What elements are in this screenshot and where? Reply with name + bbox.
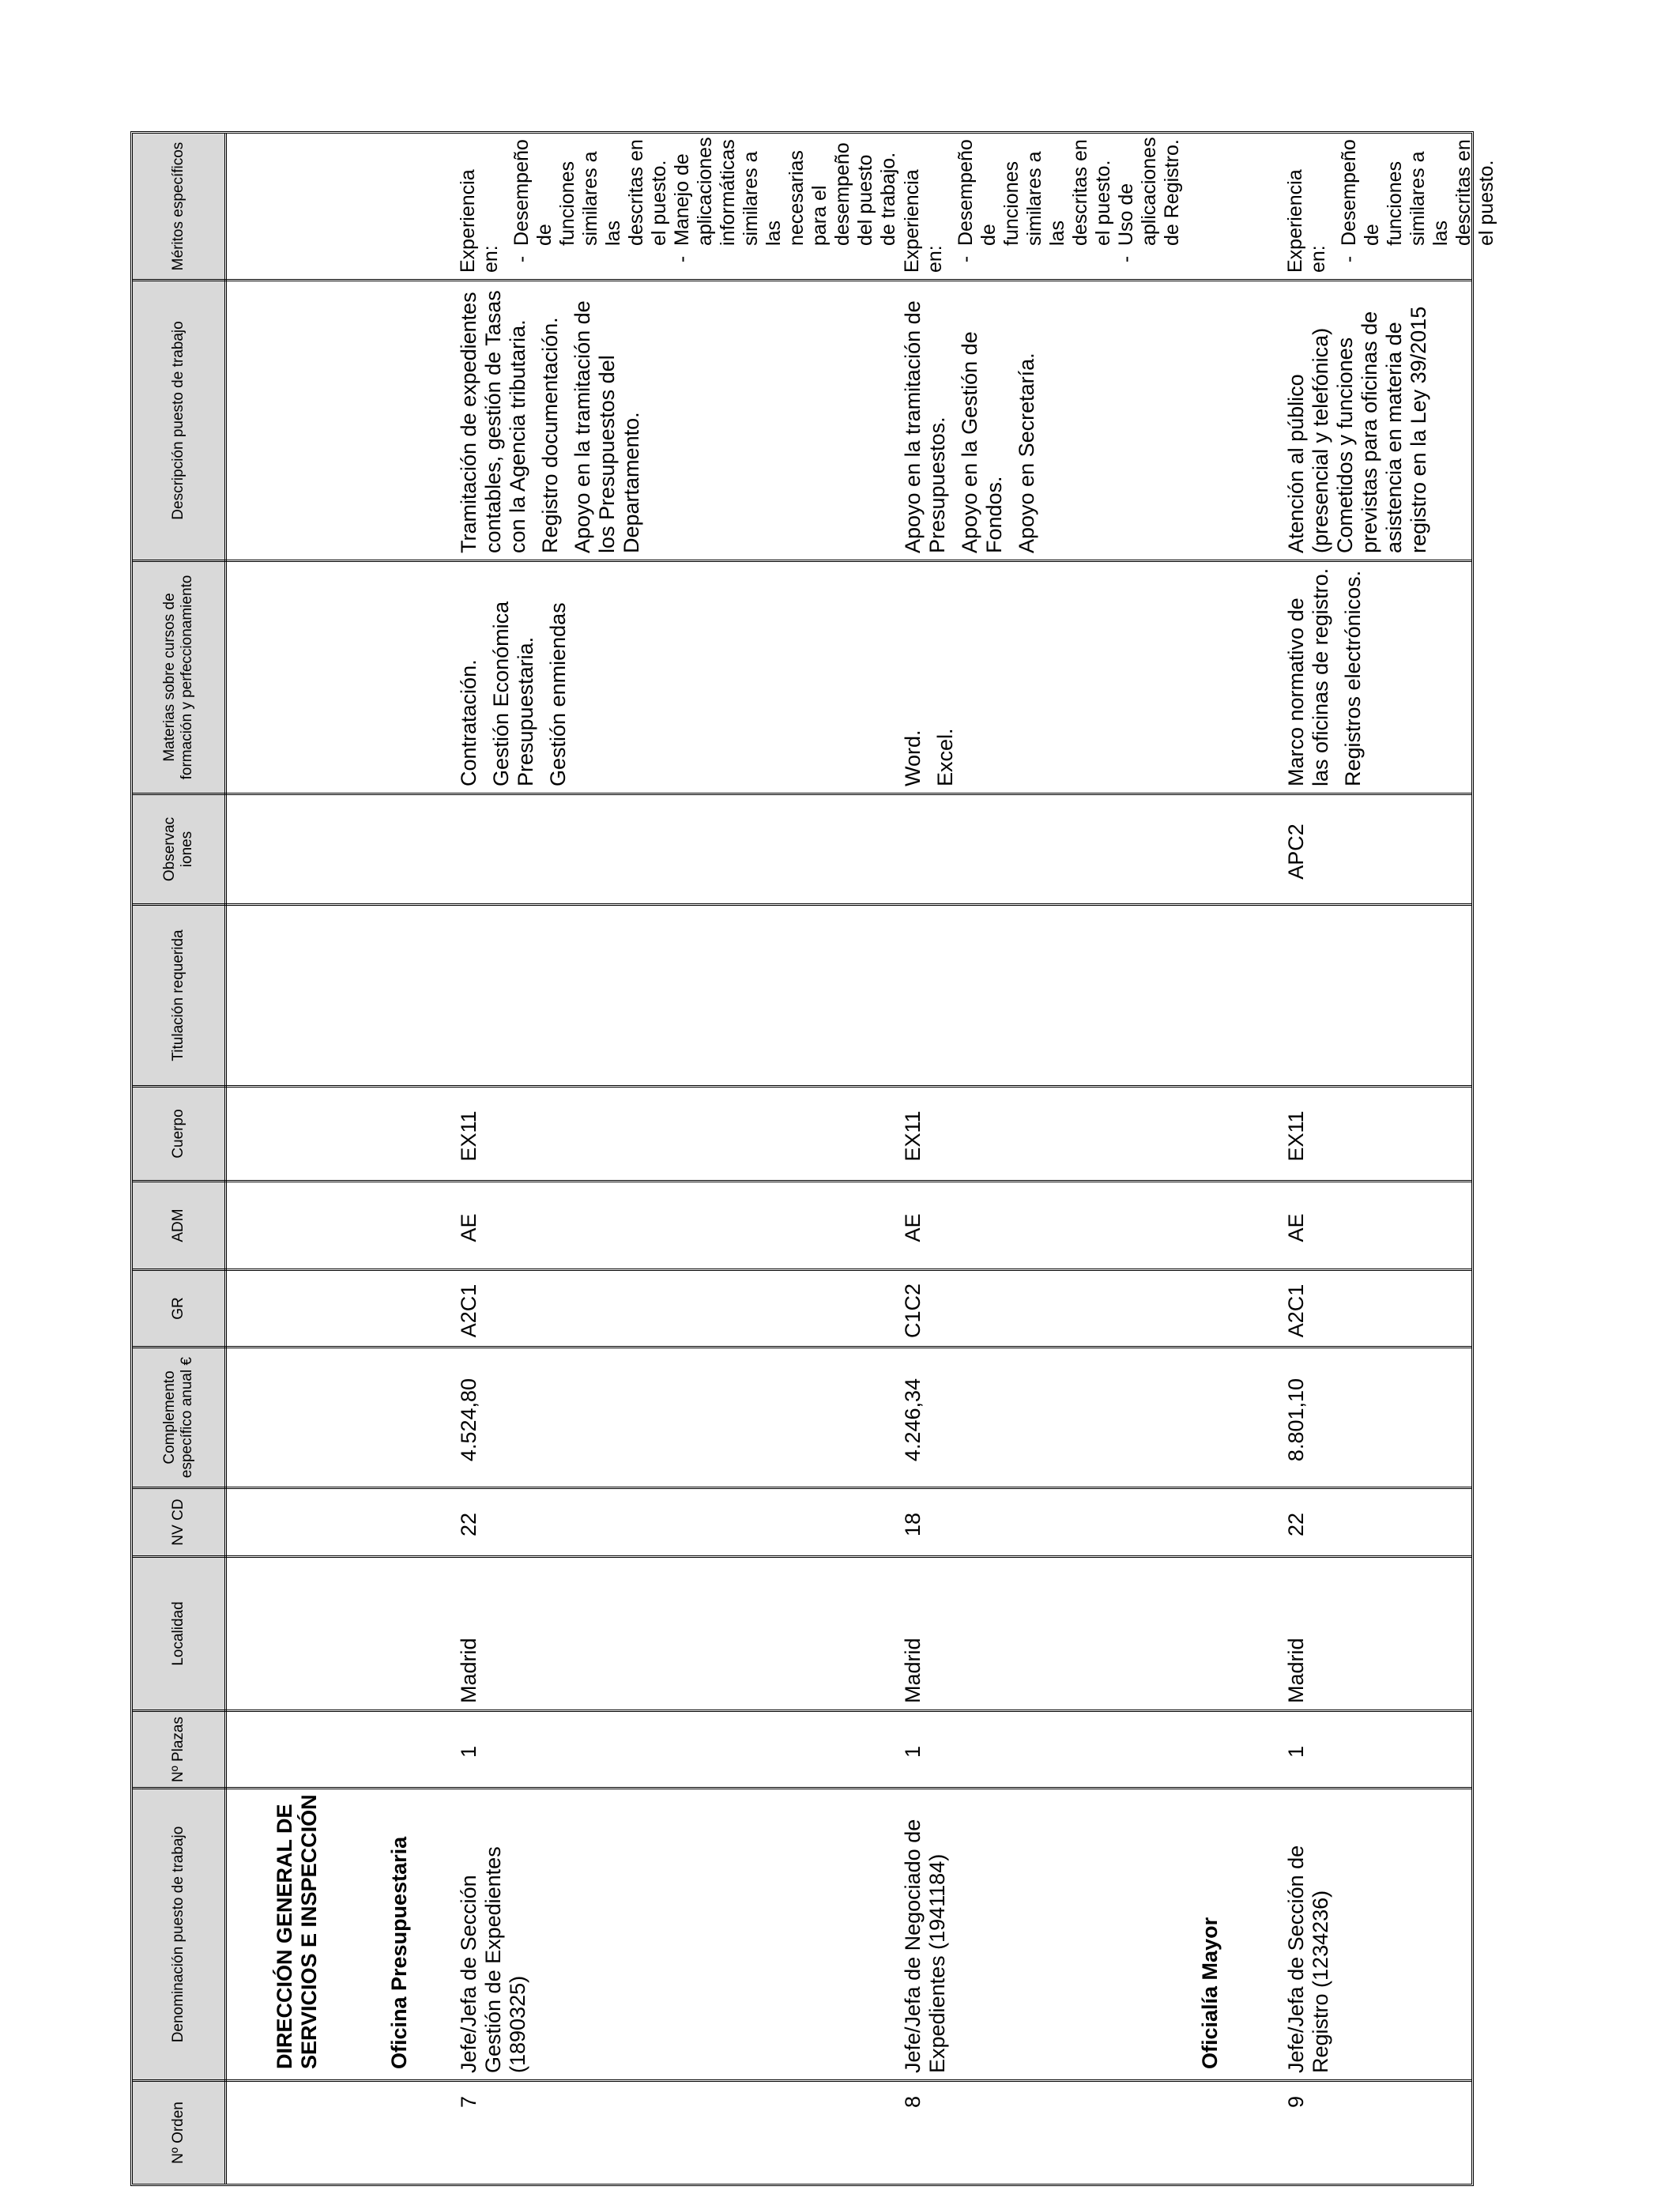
descripcion-cell — [457, 281, 644, 560]
merito-item: Uso de aplicaciones de Registro. — [1115, 137, 1183, 246]
header-divider — [224, 134, 227, 2184]
col-divider — [133, 1085, 1471, 1088]
section-oficina-presupuestaria: Oficina Presupuestaria — [387, 1836, 411, 2069]
header-descripcion: Descripción puesto de trabajo — [170, 321, 186, 520]
plazas-cell: 1 — [901, 1745, 925, 1759]
observaciones-cell: APC2 — [1284, 824, 1308, 880]
col-divider — [133, 1487, 1471, 1489]
col-divider — [133, 903, 1471, 906]
col-divider — [133, 560, 1471, 562]
descripcion-item: Tramitación de expedientes contables, gestión de Tasas con la Agencia tributaria. — [457, 290, 529, 553]
descripcion-item: Apoyo en la tramitación de los Presupuestos del Departamento. — [571, 300, 643, 553]
materia-item: Gestión Económica Presupuestaria. — [489, 601, 537, 786]
merito-item: Manejo de aplicaciones informáticas similares a las necesarias para el desempeño del puesto de trabajo. — [671, 137, 899, 246]
merito-item: Desempeño de funciones similares a las descritas en el puesto. — [955, 139, 1114, 246]
meritos-cell: Experiencia en: - Desempeño de funciones similares a las descritas en el puesto. — [1284, 139, 1497, 273]
materia-item: Contratación. — [457, 659, 480, 786]
materia-item: Excel. — [933, 728, 957, 786]
meritos-cell: Experiencia en: - Desempeño de funciones similares a las descritas en el puesto. - Uso de aplicaciones de Registro. — [901, 137, 1183, 273]
grupo-cell: C1C2 — [901, 1283, 925, 1339]
meritos-intro: Experiencia en: — [1284, 169, 1329, 273]
col-divider — [133, 279, 1471, 281]
denominacion-cell: Jefe/Jefa de Sección de Registro (1234236) — [1284, 1845, 1332, 2073]
adm-cell: AE — [1284, 1213, 1308, 1242]
materia-item: Word. — [901, 729, 925, 786]
materias-cell — [901, 562, 958, 793]
meritos-intro: Experiencia en: — [901, 169, 946, 273]
adm-cell: AE — [901, 1213, 925, 1242]
col-divider — [133, 1555, 1471, 1558]
header-observaciones: Observac iones — [161, 816, 195, 882]
orden-cell: 7 — [457, 2096, 480, 2109]
complemento-cell: 4.524,80 — [457, 1378, 480, 1462]
descripcion-item: Apoyo en la Gestión de Fondos. — [958, 331, 1006, 553]
descripcion-item: Apoyo en Secretaría. — [1015, 352, 1038, 553]
materia-item: Registros electrónicos. — [1341, 570, 1365, 786]
grupo-cell: A2C1 — [457, 1284, 480, 1338]
section-direccion: DIRECCIÓN GENERAL DE SERVICIOS E INSPECCIÓN — [273, 1794, 321, 2069]
header-titulacion: Titulación requerida — [170, 929, 186, 1061]
header-cuerpo: Cuerpo — [170, 1109, 186, 1159]
plazas-cell: 1 — [1284, 1745, 1308, 1759]
orden-cell: 8 — [901, 2096, 925, 2109]
grupo-cell: A2C1 — [1284, 1284, 1308, 1338]
descripcion-item: Apoyo en la tramitación de Presupuestos. — [901, 300, 949, 553]
complemento-cell: 4.246,34 — [901, 1378, 925, 1462]
orden-cell: 9 — [1284, 2096, 1308, 2109]
header-meritos: Méritos específicos — [170, 141, 186, 271]
descripcion-cell — [901, 281, 1039, 560]
col-divider — [133, 1346, 1471, 1348]
header-localidad: Localidad — [170, 1601, 186, 1666]
meritos-intro: Experiencia en: — [457, 169, 502, 273]
header-grupo: GR — [170, 1297, 186, 1320]
plazas-cell: 1 — [457, 1745, 480, 1759]
nivel-cell: 18 — [901, 1512, 925, 1537]
header-denominacion: Denominación puesto de trabajo — [170, 1826, 186, 2043]
localidad-cell: Madrid — [901, 1638, 925, 1703]
merito-item: Desempeño de funciones similares a las descritas en el puesto. — [1338, 139, 1497, 246]
col-divider — [133, 1269, 1471, 1271]
materias-cell — [457, 562, 571, 793]
header-adm: ADM — [170, 1208, 186, 1242]
cuerpo-cell: EX11 — [901, 1110, 925, 1162]
cuerpo-cell: EX11 — [457, 1110, 480, 1162]
nivel-cell: 22 — [457, 1512, 480, 1537]
descripcion-item: Registro documentación. — [538, 317, 562, 553]
col-divider — [133, 1180, 1471, 1182]
col-divider — [133, 1787, 1471, 1789]
header-nivel: NV CD — [170, 1498, 186, 1546]
cuerpo-cell: EX11 — [1284, 1110, 1308, 1162]
localidad-cell: Madrid — [457, 1638, 480, 1703]
col-divider — [133, 793, 1471, 795]
materias-cell — [1284, 562, 1365, 793]
denominacion-cell: Jefe/Jefa de Negociado de Expedientes (1941184) — [901, 1819, 949, 2073]
meritos-cell: Experiencia en: - Desempeño de funciones similares a las descritas en el puesto. - Manejo de aplicaciones informáticas similares a las necesarias para el desempeño del puesto de trabajo. — [457, 137, 899, 273]
complemento-cell: 8.801,10 — [1284, 1378, 1308, 1462]
col-divider — [133, 1710, 1471, 1712]
localidad-cell: Madrid — [1284, 1638, 1308, 1703]
merito-item: Desempeño de funciones similares a las descritas en el puesto. — [510, 139, 670, 246]
denominacion-cell: Jefe/Jefa de Sección Gestión de Expedientes (1890325) — [457, 1846, 529, 2073]
descripcion-cell — [1284, 281, 1431, 560]
materia-item: Marco normativo de las oficinas de registro. — [1284, 567, 1332, 786]
col-divider — [133, 2079, 1471, 2082]
section-oficialia-mayor: Oficialía Mayor — [1198, 1917, 1222, 2069]
materia-item: Gestión enmiendas — [546, 602, 570, 786]
header-complemento: Complemento específico anual € — [161, 1356, 195, 1479]
adm-cell: AE — [457, 1213, 480, 1242]
header-plazas: Nº Plazas — [170, 1717, 186, 1782]
nivel-cell: 22 — [1284, 1512, 1308, 1537]
table-frame — [130, 131, 1474, 2186]
header-orden: Nº Orden — [170, 2102, 186, 2164]
header-materias: Materias sobre cursos de formación y perfeccionamiento — [161, 575, 195, 780]
descripcion-item: Atención al público (presencial y telefónica) Cometidos y funciones previstas para oficinas de asistencia en materia de registro en la Ley 39/2015 — [1284, 306, 1430, 553]
